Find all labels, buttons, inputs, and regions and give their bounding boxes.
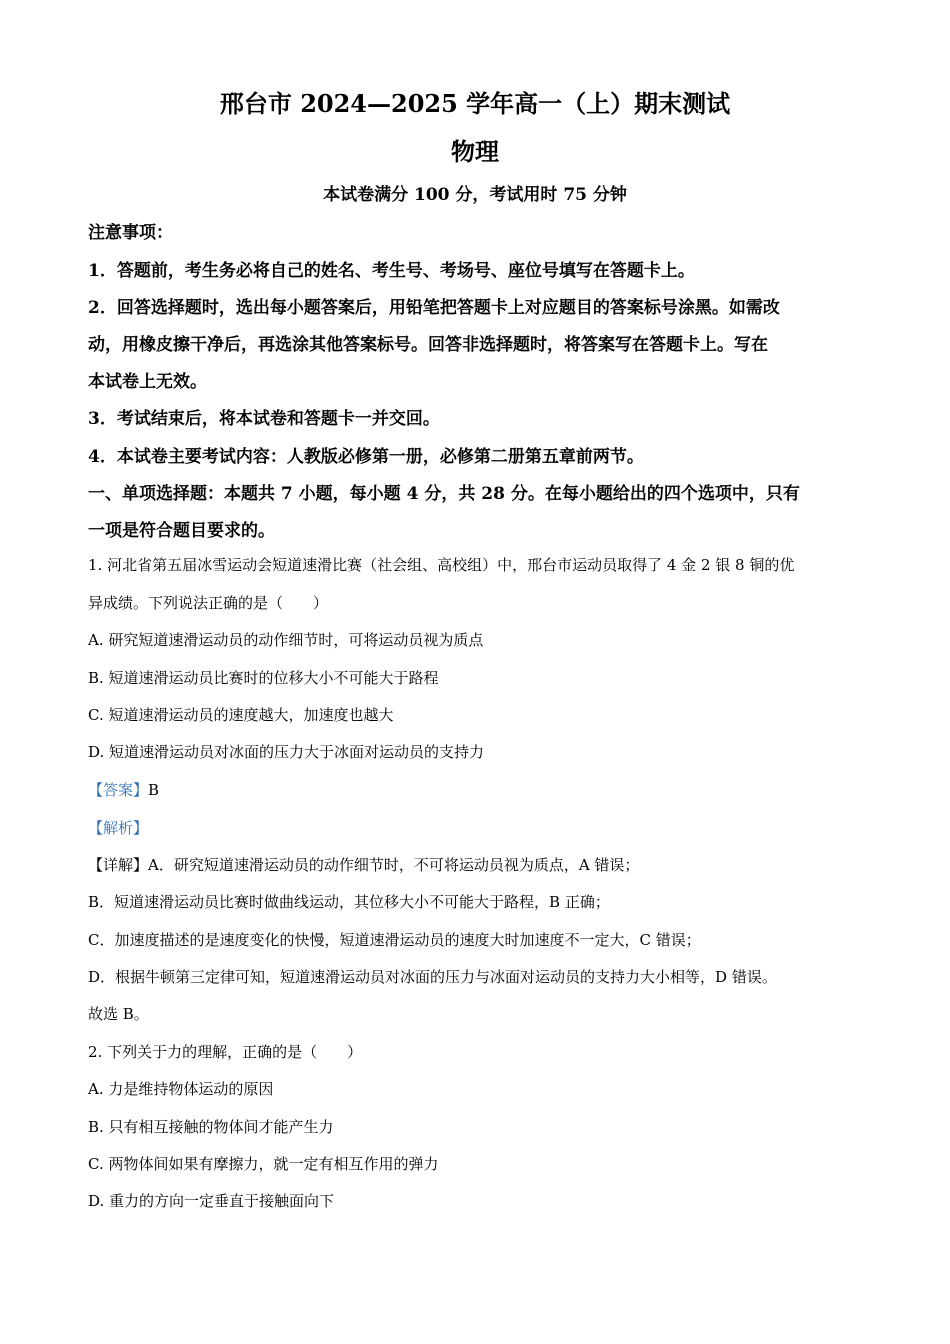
section-heading-line-2: 一项是符合题目要求的。 [88,521,275,541]
q1-option-b: B. 短道速滑运动员比赛时的位移大小不可能大于路程 [88,669,439,687]
q2-option-d: D. 重力的方向一定垂直于接触面向下 [88,1192,335,1210]
q1-detail-line-2: B．短道速滑运动员比赛时做曲线运动，其位移大小不可能大于路程，B 正确； [88,893,610,911]
q1-detail-line-4: D．根据牛顿第三定律可知，短道速滑运动员对冰面的压力与冰面对运动员的支持力大小相等，D 错误。 [88,968,777,986]
exam-title: 邢台市 2024—2025 学年高一（上）期末测试 [219,89,731,118]
q2-option-a: A. 力是维持物体运动的原因 [88,1080,274,1098]
q1-option-d: D. 短道速滑运动员对冰面的压力大于冰面对运动员的支持力 [88,743,485,761]
notice-item-1: 1．答题前，考生务必将自己的姓名、考生号、考场号、座位号填写在答题卡上。 [88,261,695,281]
q1-conclusion: 故选 B。 [88,1005,149,1023]
answer-value: B [148,781,160,799]
q1-stem-line-1: 1. 河北省第五届冰雪运动会短道速滑比赛（社会组、高校组）中，邢台市运动员取得了 4 金 2 银 8 铜的优 [88,556,795,574]
q1-detail-line-1: 【详解】A．研究短道速滑运动员的动作细节时，不可将运动员视为质点，A 错误； [88,856,640,874]
q1-stem-line-2: 异成绩。下列说法正确的是（ ） [88,594,329,612]
q2-stem: 2. 下列关于力的理解，正确的是（ ） [88,1043,363,1061]
q1-detail-line-3: C．加速度描述的是速度变化的快慢，短道速滑运动员的速度大时加速度不一定大，C 错误； [88,931,701,949]
notice-heading: 注意事项： [88,223,173,243]
q2-option-b: B. 只有相互接触的物体间才能产生力 [88,1118,334,1136]
answer-label: 【答案】 [88,781,149,799]
section-heading-line-1: 一、单项选择题：本题共 7 小题，每小题 4 分，共 28 分。在每小题给出的四个选项中，只有 [88,484,800,504]
q1-option-c: C. 短道速滑运动员的速度越大，加速度也越大 [88,706,394,724]
subject-title: 物理 [451,137,499,166]
notice-item-2-line-2: 动，用橡皮擦干净后，再选涂其他答案标号。回答非选择题时，将答案写在答题卡上。写在 [88,335,768,355]
q1-option-a: A. 研究短道速滑运动员的动作细节时，可将运动员视为质点 [88,631,484,649]
notice-item-2-line-1: 2．回答选择题时，选出每小题答案后，用铅笔把答题卡上对应题目的答案标号涂黑。如需改 [88,298,780,318]
q2-option-c: C. 两物体间如果有摩擦力，就一定有相互作用的弹力 [88,1155,439,1173]
exam-subtitle: 本试卷满分 100 分，考试用时 75 分钟 [323,185,627,205]
notice-item-4: 4．本试卷主要考试内容：人教版必修第一册，必修第二册第五章前两节。 [88,447,644,467]
q1-analysis-label: 【解析】 [88,819,149,837]
notice-item-3: 3．考试结束后，将本试卷和答题卡一并交回。 [88,409,440,429]
q1-answer [88,779,159,800]
notice-item-2-line-3: 本试卷上无效。 [88,372,207,392]
